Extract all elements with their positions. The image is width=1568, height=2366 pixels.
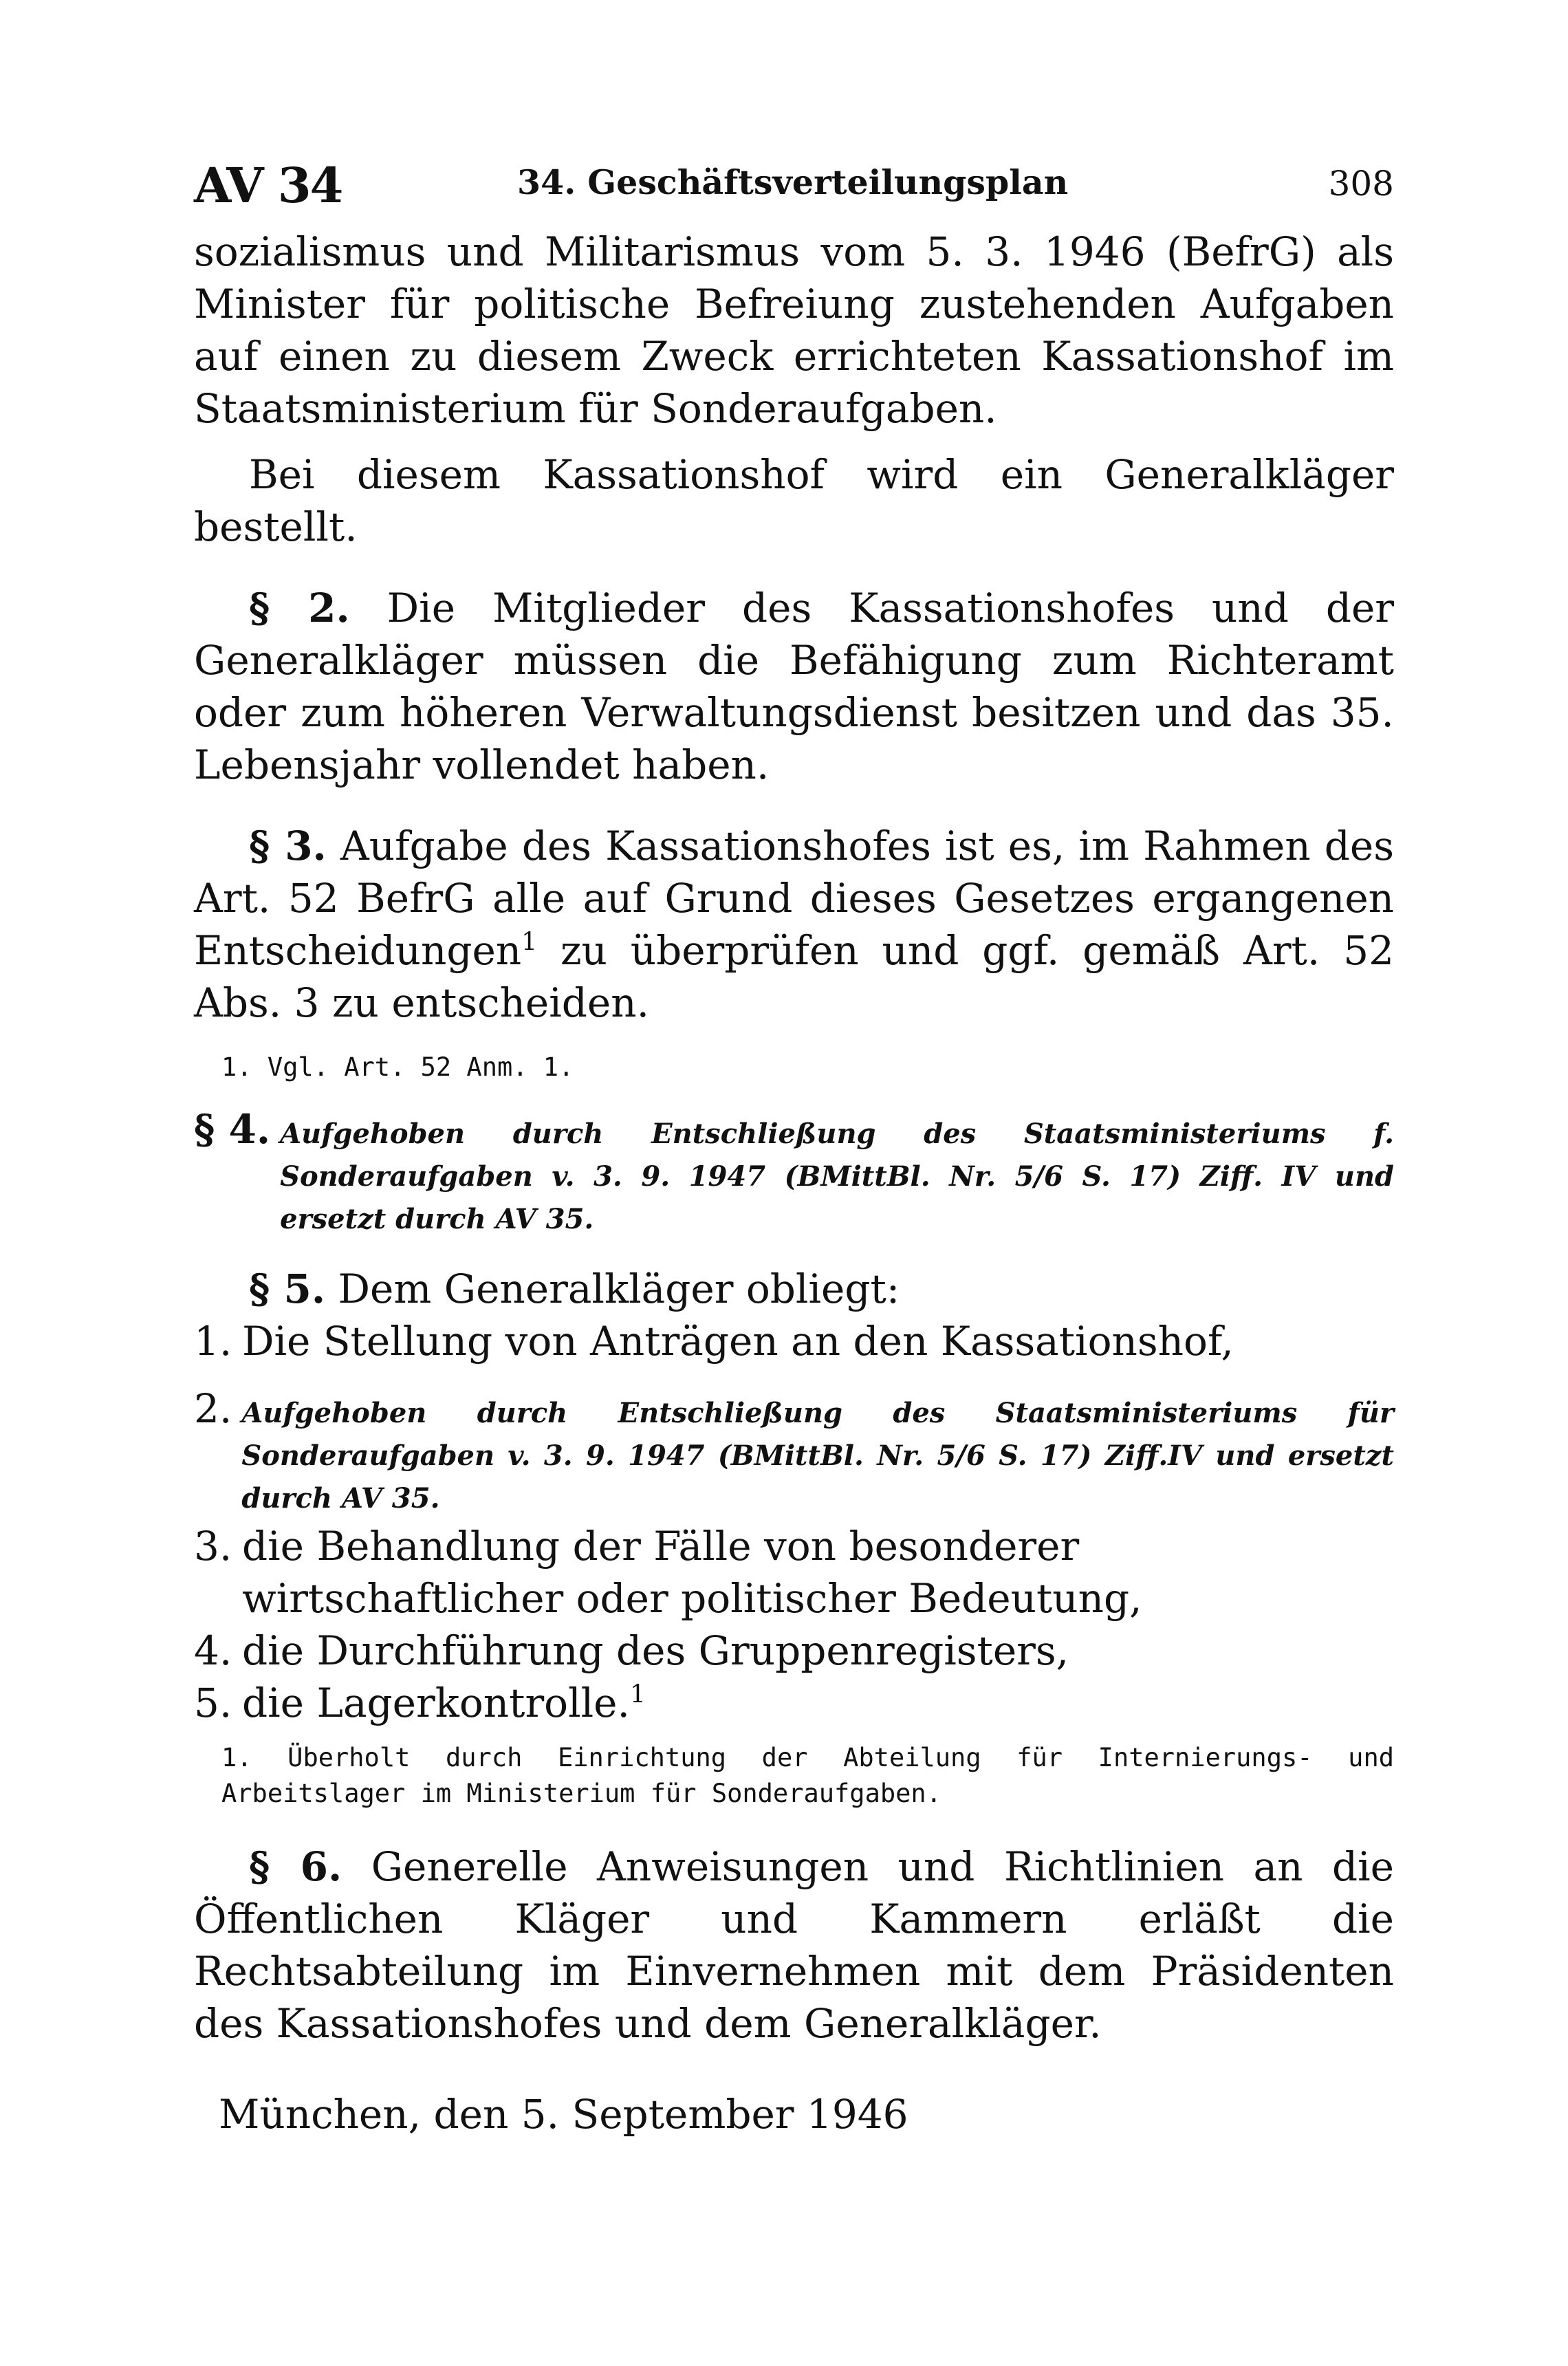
section-title: 34. Geschäftsverteilungsplan — [517, 162, 1069, 202]
section-2-mark: § 2. — [249, 585, 350, 631]
section-4 — [194, 1106, 1394, 1241]
footnote-ref: 1 — [629, 1680, 646, 1709]
section-5-mark: § 5. — [249, 1266, 326, 1312]
section-2-text: Die Mitglieder des Kassationshofes und der Generalkläger müssen die Befähigung zum Richteramt oder zum höheren Verwaltungsdienst besitzen und das 35. Lebensjahr vollendet haben. — [194, 585, 1394, 788]
section-4-text: Aufgehoben durch Entschließung des Staatsministeriums f. Sonderaufgaben v. 3. 9. 1947 (BMittBl. Nr. 5/6 S. 17) Ziff. IV und ersetzt durch AV 35. — [280, 1118, 1394, 1235]
section-3-text-end: zu überprüfen und ggf. gemäß Art. 52 Abs. 3 zu entscheiden. — [194, 927, 1394, 1026]
page-number: 308 — [1328, 164, 1394, 204]
section-6 — [194, 1841, 1394, 2050]
document-body — [194, 226, 1394, 2140]
section-3-mark: § 3. — [249, 823, 327, 869]
section-3-footnote: 1. Vgl. Art. 52 Anm. 1. — [221, 1052, 574, 1082]
section-3 — [194, 820, 1394, 1029]
intro-paragraph: sozialismus und Militarismus vom 5. 3. 1946 (BefrG) als Minister für politische Befreiung zustehenden Aufgaben auf einen zu diesem Zweck errichteten Kassationshof im Staatsministerium für Sonderaufgaben. — [194, 228, 1394, 432]
signoff-date: München, den 5. September 1946 — [219, 2091, 908, 2138]
section-5 — [194, 1263, 1394, 1315]
running-header — [194, 157, 1394, 212]
section-4-mark: § 4. — [194, 1106, 271, 1153]
section-2 — [194, 582, 1394, 791]
list-item: 1. Die Stellung von Anträgen an den Kassationshof, — [194, 1318, 1234, 1365]
section-5-footnote: 1. Überholt durch Einrichtung der Abteilung für Internierungs- und Arbeitslager im Ministerium für Sonderaufgaben. — [221, 1743, 1394, 1808]
section-6-text: Generelle Anweisungen und Richtlinien an die Öffentlichen Kläger und Kammern erläßt die Rechtsabteilung im Einvernehmen mit dem Präsidenten des Kassationshofes und dem Generalkläger. — [194, 1843, 1395, 2047]
footnote-ref: 1 — [521, 928, 538, 957]
intro-second-paragraph: Bei diesem Kassationshof wird ein Generalkläger bestellt. — [194, 451, 1394, 550]
section-3-text: Aufgabe des Kassationshofes ist es, im Rahmen des Art. 52 BefrG alle auf Grund dieses Gesetzes ergangenen Entscheidungen — [194, 823, 1395, 974]
section-5-list — [194, 1315, 1394, 1729]
section-6-mark: § 6. — [249, 1843, 342, 1890]
list-item: 5. die Lagerkontrolle.$^1$ — [194, 1680, 646, 1726]
document-code: AV 34 — [194, 157, 342, 214]
section-5-text: Dem Generalkläger obliegt: — [338, 1266, 900, 1312]
list-item: 2. Aufgehoben durch Entschließung des Staatsministeriums für Sonderaufgaben v. 3. 9. 1947 (BMittBl. Nr. 5/6 S. 17) Ziff.IV und ersetzt durch AV 35. — [194, 1385, 1394, 1515]
list-item: 4. die Durchführung des Gruppenregisters, — [194, 1627, 1069, 1674]
list-item: 3. die Behandlung der Fälle von besonderer wirtschaftlicher oder politischer Bedeutung, — [194, 1523, 1142, 1622]
